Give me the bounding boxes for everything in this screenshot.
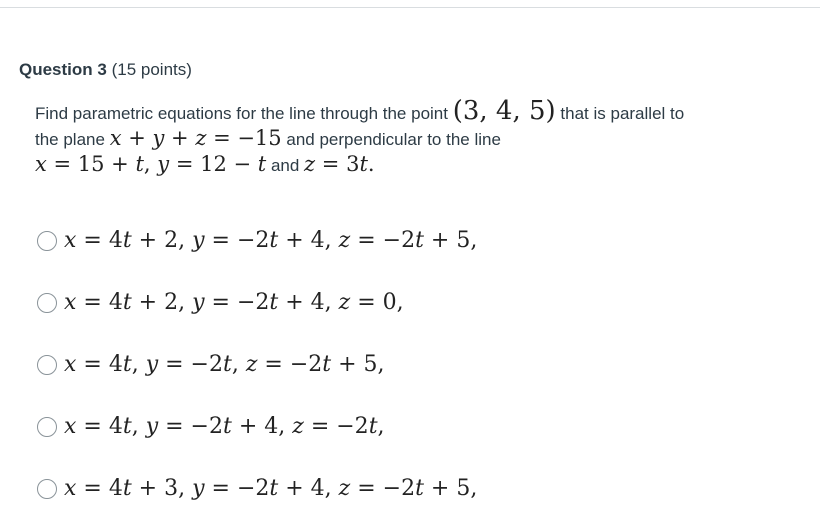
question-text-part: that is parallel to — [555, 104, 685, 123]
question-points: (15 points) — [111, 60, 192, 79]
question-text — [35, 96, 795, 178]
question-line-3 — [35, 150, 795, 178]
question-line-2 — [35, 126, 795, 150]
answer-text: x = 4t, y = −2t + 4, z = −2t, — [64, 414, 385, 439]
answer-options — [37, 210, 477, 520]
plane-equation-math: x + y + z = −15 — [109, 126, 282, 150]
question-text-part: and perpendicular to the line — [281, 130, 501, 149]
answer-text: x = 4t + 2, y = −2t + 4, z = 0, — [64, 290, 404, 315]
question-text-part: and — [266, 156, 305, 175]
radio-button[interactable] — [37, 293, 57, 313]
radio-button[interactable] — [37, 479, 57, 499]
radio-button[interactable] — [37, 417, 57, 437]
answer-text: x = 4t, y = −2t, z = −2t + 5, — [64, 352, 385, 377]
answer-text: x = 4t + 3, y = −2t + 4, z = −2t + 5, — [64, 476, 478, 501]
answer-text: x = 4t + 2, y = −2t + 4, z = −2t + 5, — [64, 228, 478, 253]
question-line-1 — [35, 96, 795, 126]
question-text-part: the plane — [35, 130, 110, 149]
line-equation-z-math: z = 3t. — [304, 152, 375, 176]
question-header — [19, 59, 192, 81]
answer-option-1[interactable] — [37, 210, 477, 272]
line-equation-xy-math: x = 15 + t, y = 12 − t — [35, 152, 267, 176]
radio-button[interactable] — [37, 231, 57, 251]
question-text-part: Find parametric equations for the line through the point — [35, 104, 453, 123]
radio-button[interactable] — [37, 355, 57, 375]
answer-option-2[interactable] — [37, 272, 477, 334]
answer-option-5[interactable] — [37, 458, 477, 520]
top-divider — [0, 7, 820, 8]
answer-option-3[interactable] — [37, 334, 477, 396]
question-title: Question 3 — [19, 60, 107, 79]
answer-option-4[interactable] — [37, 396, 477, 458]
point-math: (3, 4, 5) — [452, 96, 556, 126]
